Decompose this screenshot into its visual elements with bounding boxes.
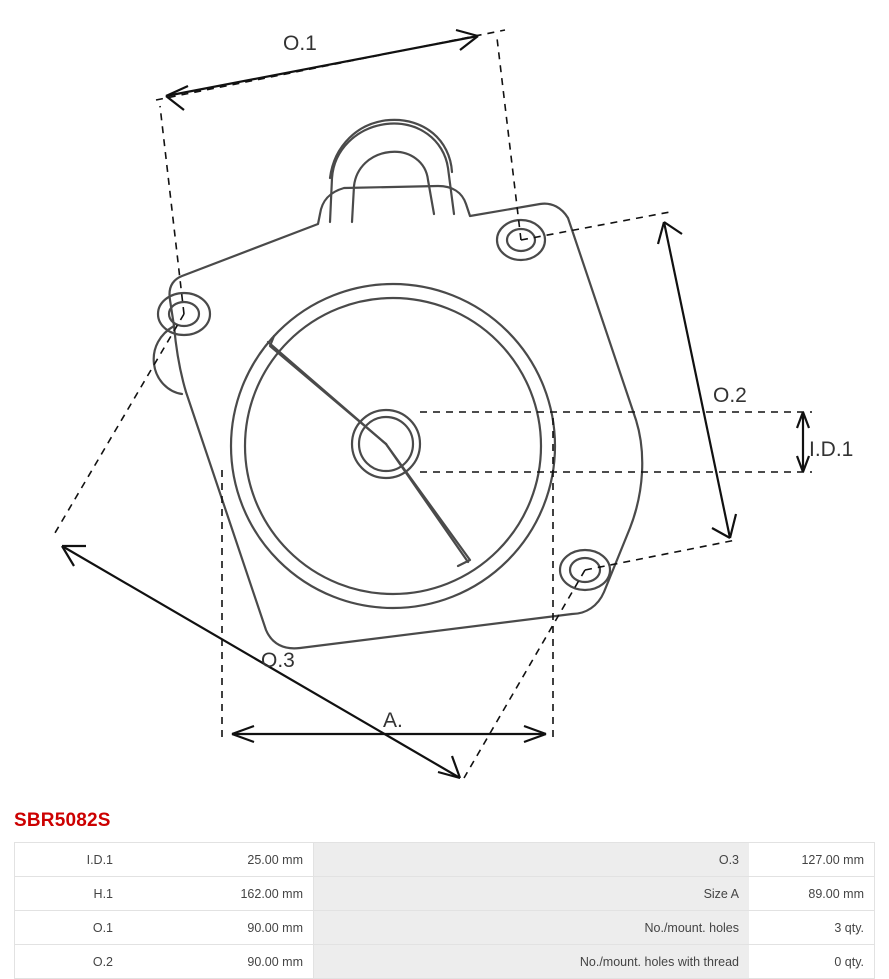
table-row [15, 843, 875, 877]
dimension-label-o2: O.2 [713, 384, 747, 407]
spec-value: 90.00 mm [123, 945, 314, 979]
spec-value: 90.00 mm [123, 911, 314, 945]
spec-label: O.2 [15, 945, 124, 979]
table-row [15, 945, 875, 979]
part-code-title: SBR5082S [14, 810, 111, 831]
spec-label-2: No./mount. holes [314, 911, 750, 945]
dimension-label-id1: I.D.1 [809, 438, 854, 461]
spec-value-2: 89.00 mm [749, 877, 875, 911]
spec-value: 25.00 mm [123, 843, 314, 877]
spec-value-2: 127.00 mm [749, 843, 875, 877]
spec-label: I.D.1 [15, 843, 124, 877]
table-row [15, 911, 875, 945]
dimension-label-a: A. [383, 709, 403, 732]
spec-label-2: No./mount. holes with thread [314, 945, 750, 979]
spec-label-2: O.3 [314, 843, 750, 877]
dimension-label-o1: O.1 [283, 32, 317, 55]
specification-table [14, 842, 875, 979]
table-row [15, 877, 875, 911]
spec-value: 162.00 mm [123, 877, 314, 911]
spec-value-2: 0 qty. [749, 945, 875, 979]
spec-value-2: 3 qty. [749, 911, 875, 945]
spec-label-2: Size A [314, 877, 750, 911]
spec-label: H.1 [15, 877, 124, 911]
dimension-label-o3: O.3 [261, 649, 295, 672]
spec-label: O.1 [15, 911, 124, 945]
